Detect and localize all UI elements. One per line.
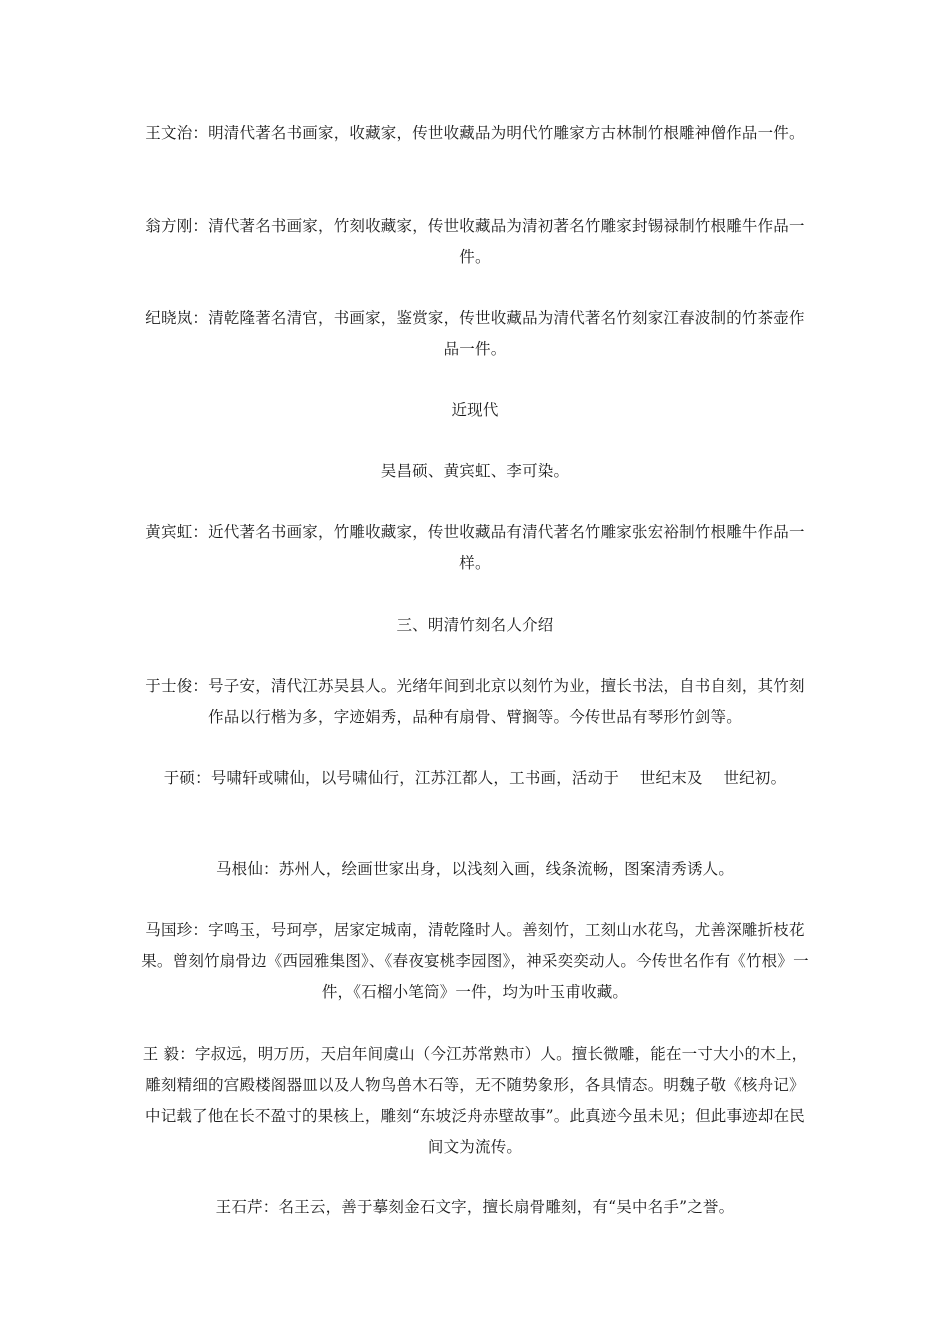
paragraph-yu-shijun: 于士俊：号子安，清代江苏吴县人。光绪年间到北京以刻竹为业，擅长书法，自书自刻，其竹刻作品以行楷为多，字迹娟秀，品种有扇骨、臂搁等。今传世品有琴形竹剑等。 <box>145 677 805 726</box>
paragraph-yu-shuo: 于硕：号啸轩或啸仙，以号啸仙行，江苏江都人，工书画，活动于 世纪末及 世纪初。 <box>163 769 787 787</box>
paragraph-ji-xiaolan: 纪晓岚：清乾隆著名清官，书画家，鉴赏家，传世收藏品为清代著名竹刻家江春波制的竹茶壶作品一件。 <box>145 309 805 358</box>
paragraph-huang-binhong: 黄宾虹：近代著名书画家，竹雕收藏家，传世收藏品有清代著名竹雕家张宏裕制竹根雕牛作品一样。 <box>145 523 805 572</box>
section-heading-bamboo-carvers: 三、明清竹刻名人介绍 <box>396 616 554 634</box>
paragraph-wang-yi: 王 毅：字叔远，明万历，天启年间虞山（今江苏常熟市）人。擅长微雕，能在一寸大小的木上，雕刻精细的宫殿楼阁器皿以及人物鸟兽木石等，无不随势象形，各具情态。明魏子敬《核舟记》中记载了他在长不盈寸的果核上，雕刻“东坡泛舟赤壁故事”。此真迹今虽未见；但此事迹却在民间文为流传。 <box>142 1045 808 1156</box>
section-heading-modern: 近现代 <box>451 401 499 419</box>
paragraph-wang-shiqin: 王石芹：名王云，善于摹刻金石文字，擅长扇骨雕刻，有“吴中名手”之誉。 <box>215 1198 735 1216</box>
paragraph-modern-collectors: 吴昌硕、黄宾虹、李可染。 <box>380 462 570 480</box>
paragraph-weng-fanggang: 翁方刚：清代著名书画家，竹刻收藏家，传世收藏品为清初著名竹雕家封锡禄制竹根雕牛作品一件。 <box>145 217 805 266</box>
paragraph-ma-genxian: 马根仙：苏州人，绘画世家出身，以浅刻入画，线条流畅，图案清秀诱人。 <box>215 860 735 878</box>
paragraph-ma-guozhen: 马国珍：字鸣玉，号珂亭，居家定城南，清乾隆时人。善刻竹，工刻山水花鸟，尤善深雕折枝花果。曾刻竹扇骨边《西园雅集图》、《春夜宴桃李园图》，神采奕奕动人。今传世名作有《竹根》一件，《石榴小笔筒》一件，均为叶玉甫收藏。 <box>141 921 809 1001</box>
paragraph-wang-wenzhi: 王文治：明清代著名书画家，收藏家，传世收藏品为明代竹雕家方古林制竹根雕神僧作品一件。 <box>145 124 805 142</box>
